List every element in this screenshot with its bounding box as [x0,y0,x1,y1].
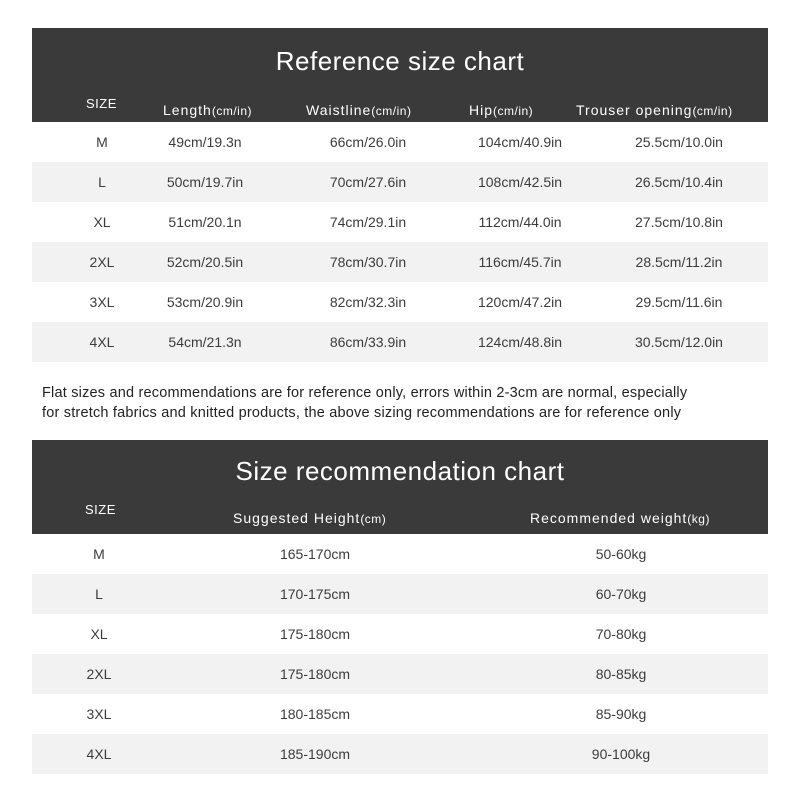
recommended-weight-column-header [530,510,710,526]
sizing-note [42,383,772,423]
table-row [32,162,768,202]
table-cell: 82cm/32.3in [329,294,407,310]
size-cell: 3XL [89,294,115,310]
recommendation-chart-header [32,440,768,534]
recommended-weight-header-label: Recommended weight [530,510,688,526]
reference-chart-header [32,28,768,122]
size-cell: L [95,586,103,602]
table-cell: 90-100kg [591,746,651,762]
table-row [32,734,768,774]
reference-size-chart [32,28,768,362]
suggested-height-header-unit: (cm) [360,512,387,526]
table-row [32,694,768,734]
trouser-opening-header-label: Trouser opening [576,102,693,118]
table-cell: 74cm/29.1in [329,214,407,230]
size-cell: 2XL [86,666,112,682]
size-cell: 3XL [86,706,112,722]
suggested-height-header-label: Suggested Height [233,510,361,526]
size-cell: 4XL [86,746,112,762]
table-row [32,534,768,574]
table-cell: 175-180cm [279,666,351,682]
reference-chart-title: Reference size chart [275,46,525,76]
table-row [32,122,768,162]
table-row [32,654,768,694]
size-cell: XL [93,214,111,230]
table-row [32,282,768,322]
table-cell: 165-170cm [279,546,351,562]
table-cell: 52cm/20.5in [166,254,244,270]
table-cell: 60-70kg [595,586,647,602]
table-cell: 120cm/47.2in [477,294,563,310]
table-cell: 116cm/45.7in [478,254,562,270]
table-cell: 54cm/21.3n [168,334,242,350]
size-cell: M [96,134,108,150]
table-cell: 170-175cm [279,586,351,602]
trouser-opening-column-header [576,102,733,118]
table-cell: 70-80kg [595,626,647,642]
table-cell: 104cm/40.9in [477,134,563,150]
suggested-height-column-header [233,510,386,526]
table-row [32,614,768,654]
size-column-header: SIZE [86,96,117,111]
hip-header-label: Hip [469,102,494,118]
table-cell: 108cm/42.5in [477,174,563,190]
table-cell: 49cm/19.3n [168,134,242,150]
table-cell: 28.5cm/11.2in [635,254,723,270]
table-cell: 27.5cm/10.8in [635,214,723,230]
table-cell: 53cm/20.9in [166,294,244,310]
size-cell: XL [90,626,108,642]
recommended-weight-header-unit: (kg) [687,512,710,526]
table-cell: 86cm/33.9in [329,334,407,350]
table-cell: 30.5cm/12.0in [635,334,723,350]
sizing-note-line-1: Flat sizes and recommendations are for reference only, errors within 2-3cm are normal, especially [42,385,688,401]
size-cell: L [98,174,106,190]
table-row [32,322,768,362]
table-cell: 25.5cm/10.0in [635,134,723,150]
length-header-label: Length [163,102,212,118]
size-cell: 4XL [89,334,115,350]
table-cell: 50-60kg [595,546,647,562]
length-column-header [163,102,252,118]
length-header-unit: (cm/in) [211,104,252,118]
table-cell: 180-185cm [279,706,351,722]
table-cell: 26.5cm/10.4in [635,174,723,190]
recommendation-chart-title: Size recommendation chart [235,456,565,486]
hip-header-unit: (cm/in) [493,104,534,118]
table-cell: 80-85kg [595,666,647,682]
table-cell: 51cm/20.1n [168,214,242,230]
waistline-header-label: Waistline [306,102,372,118]
table-row [32,574,768,614]
table-cell: 124cm/48.8in [477,334,563,350]
table-cell: 50cm/19.7in [166,174,244,190]
reference-chart-body [32,122,768,362]
waistline-header-unit: (cm/in) [371,104,412,118]
table-row [32,242,768,282]
trouser-opening-header-unit: (cm/in) [692,104,733,118]
size-recommendation-chart [32,440,768,774]
hip-column-header [469,102,533,118]
table-cell: 112cm/44.0in [478,214,562,230]
table-cell: 175-180cm [279,626,351,642]
table-cell: 66cm/26.0in [329,134,407,150]
table-cell: 85-90kg [595,706,647,722]
size-cell: 2XL [89,254,115,270]
sizing-note-line-2: for stretch fabrics and knitted products, the above sizing recommendations are for reference only [42,405,682,421]
table-cell: 29.5cm/11.6in [635,294,723,310]
size-column-header: SIZE [85,502,116,517]
table-cell: 185-190cm [279,746,351,762]
table-cell: 78cm/30.7in [329,254,407,270]
recommendation-chart-body [32,534,768,774]
waistline-column-header [306,102,411,118]
table-cell: 70cm/27.6in [329,174,407,190]
table-row [32,202,768,242]
size-cell: M [93,546,105,562]
